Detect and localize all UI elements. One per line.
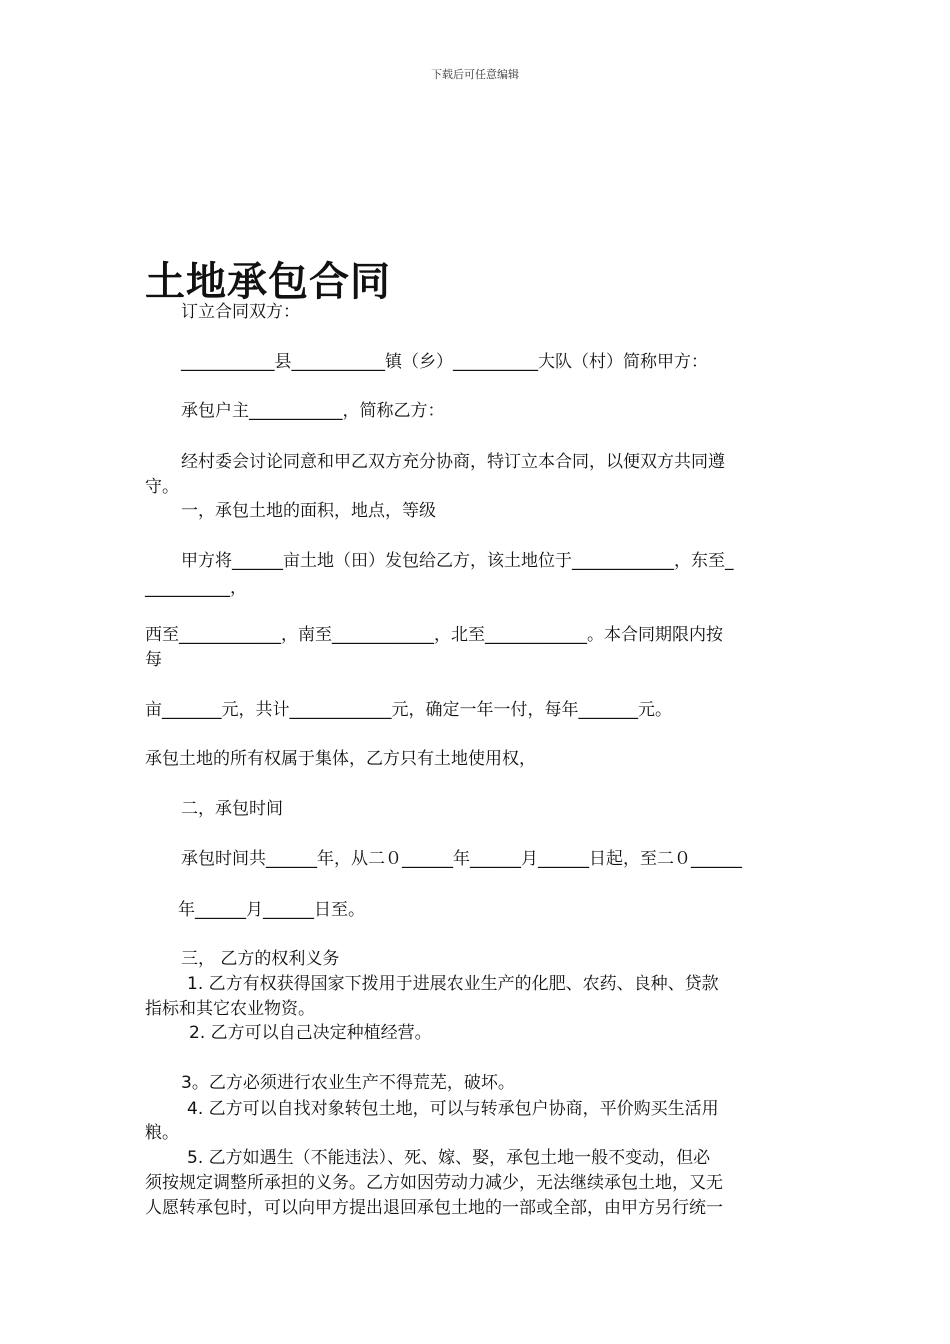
party-a-line: ___________县___________镇（乡）__________大队（村）简称甲方： bbox=[181, 352, 708, 372]
clause-1-line-2: 指标和其它农业物资。 bbox=[145, 999, 315, 1019]
land-boundaries-line: 西至____________，南至____________，北至____________。本合同期限内按 bbox=[145, 625, 723, 645]
fee-line: 亩_______元，共计____________元，确定一年一付，每年_______元。 bbox=[145, 700, 672, 720]
preamble-line-2: 守。 bbox=[145, 477, 179, 497]
clause-5-line-1: 5. 乙方如遇生（不能违法）、死、嫁、娶，承包土地一般不变动，但必 bbox=[187, 1148, 711, 1168]
party-b-line: 承包户主___________，简称乙方： bbox=[181, 401, 445, 421]
land-location-line-2: __________， bbox=[145, 578, 247, 598]
section-2-heading: 二，承包时间 bbox=[181, 799, 283, 819]
clause-5-line-2: 须按规定调整所承担的义务。乙方如因劳动力减少，无法继续承包土地，又无 bbox=[145, 1173, 723, 1193]
clause-1-line-1: 1. 乙方有权获得国家下拨用于进展农业生产的化肥、农药、良种、贷款 bbox=[187, 974, 719, 994]
clause-4-line-2: 粮。 bbox=[145, 1123, 179, 1143]
land-boundaries-line-2: 每 bbox=[145, 650, 162, 670]
preamble-line-1: 经村委会讨论同意和甲乙双方充分协商，特订立本合同，以便双方共同遵 bbox=[181, 452, 725, 472]
term-line-1: 承包时间共______年，从二０______年______月______日起，至二０______ bbox=[181, 849, 742, 869]
clause-3-line: 3。乙方必须进行农业生产不得荒芜，破坏。 bbox=[181, 1073, 515, 1093]
clause-5-line-3: 人愿转承包时，可以向甲方提出退回承包土地的一部或全部，由甲方另行统一 bbox=[145, 1198, 723, 1218]
clause-4-line-1: 4. 乙方可以自找对象转包土地，可以与转承包户协商，平价购买生活用 bbox=[187, 1099, 719, 1119]
section-3-heading: 三， 乙方的权利义务 bbox=[181, 949, 340, 969]
ownership-line: 承包土地的所有权属于集体，乙方只有土地使用权， bbox=[145, 749, 536, 769]
land-location-line-1: 甲方将______亩土地（田）发包给乙方，该土地位于____________，东至_ bbox=[181, 551, 734, 571]
term-line-2: 年______月______日至。 bbox=[178, 900, 365, 920]
page-header: 下载后可任意编辑 bbox=[431, 68, 519, 81]
document-title: 土地承包合同 bbox=[145, 258, 391, 305]
clause-2-line: 2. 乙方可以自己决定种植经营。 bbox=[189, 1023, 432, 1043]
contract-parties-label: 订立合同双方： bbox=[181, 302, 300, 322]
section-1-heading: 一，承包土地的面积，地点，等级 bbox=[181, 501, 436, 521]
